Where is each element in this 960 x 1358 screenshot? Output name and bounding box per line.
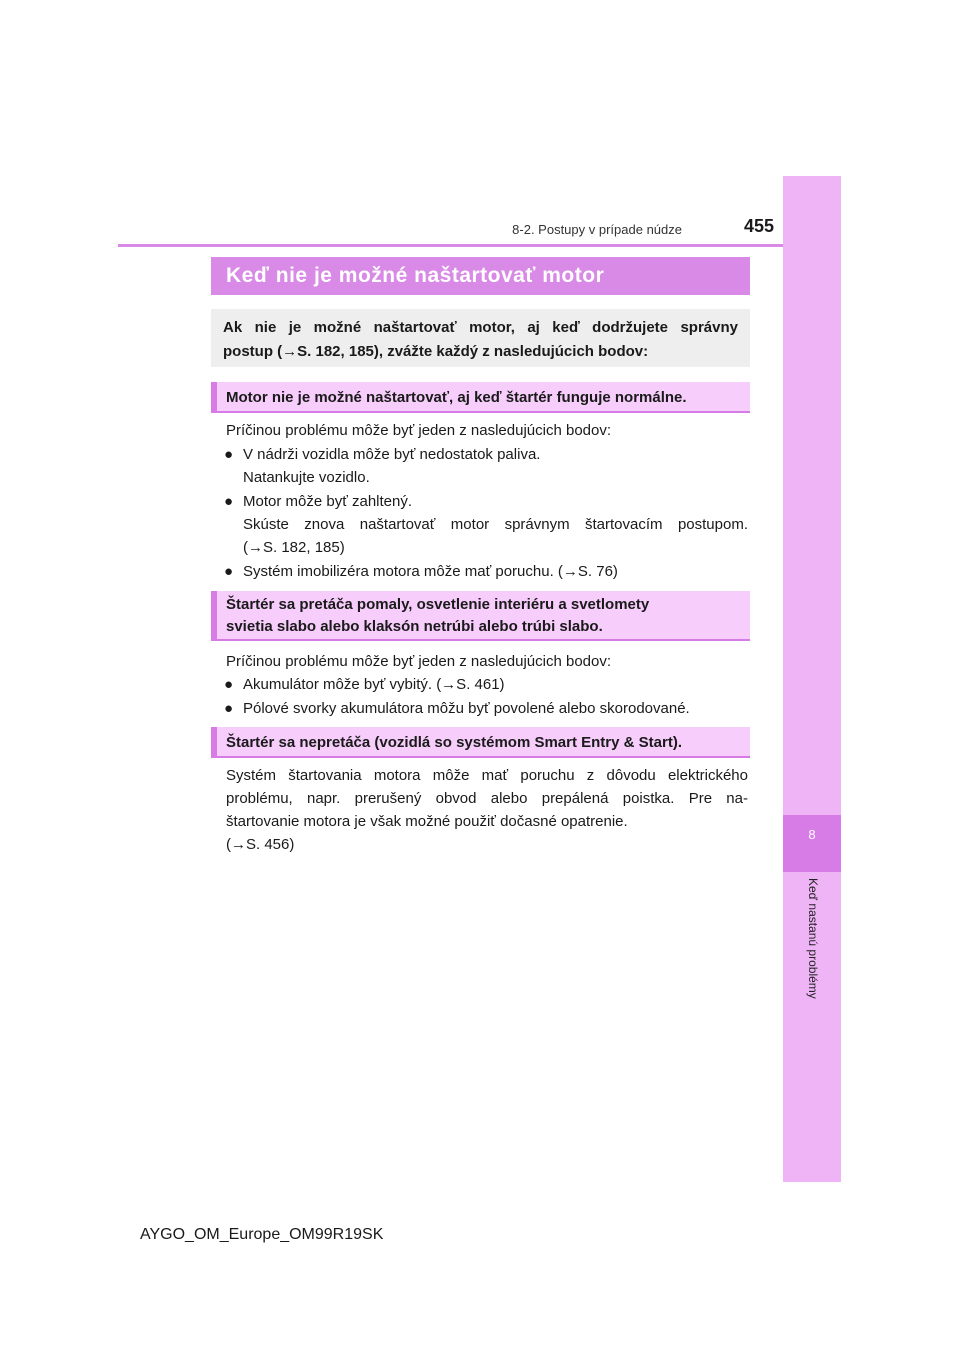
intro-box [211, 309, 750, 367]
section1-bullet-1 [224, 443, 748, 466]
section3-line-3: štartovanie motora je však možné použiť dočasné opatrenie. [226, 813, 628, 830]
section3-heading: Štartér sa nepretáča (vozidlá so systémom Smart Entry & Start). [211, 727, 750, 758]
section2-heading-line-1: Štartér sa pretáča pomaly, osvetlenie interiéru a svetlomety [226, 596, 650, 613]
section2-lead: Príčinou problému môže byť jeden z nasledujúcich bodov: [226, 653, 612, 670]
bullet-text: Systém imobilizéra motora môže mať poruchu. (→S. 76) [243, 563, 618, 580]
section3-line-1: Systém štartovania motora môže mať poruchu z dôvodu elektrického [226, 767, 748, 784]
section1-heading: Motor nie je možné naštartovať, aj keď štartér funguje normálne. [211, 382, 750, 413]
page-title: Keď nie je možné naštartovať motor [211, 257, 750, 295]
bullet-icon: ● [224, 563, 234, 580]
chapter-label: Keď nastanú problémy [806, 878, 820, 999]
section1-bullet-2-sub-line-2: (→S. 182, 185) [243, 539, 345, 556]
bullet-text: Pólové svorky akumulátora môžu byť povolené alebo skorodované. [243, 700, 690, 717]
header-divider [118, 244, 783, 247]
section2-heading-line-2: svietia slabo alebo klaksón netrúbi alebo trúbi slabo. [226, 618, 603, 635]
section2-bullet-2 [224, 697, 748, 720]
bullet-icon: ● [224, 676, 234, 693]
header-section-title: 8-2. Postupy v prípade núdze [512, 222, 682, 237]
chapter-number: 8 [808, 827, 816, 842]
section2-bullet-1 [224, 673, 748, 696]
bullet-icon: ● [224, 700, 234, 717]
intro-line-2: postup (→S. 182, 185), zvážte každý z nasledujúcich bodov: [223, 343, 649, 360]
section1-bullet-1-sub: Natankujte vozidlo. [243, 469, 370, 486]
section1-bullet-2 [224, 490, 748, 513]
section2-heading [211, 591, 750, 641]
document-footer-code: AYGO_OM_Europe_OM99R19SK [140, 1226, 384, 1243]
bullet-text: Akumulátor môže byť vybitý. (→S. 461) [243, 676, 505, 693]
chapter-side-tab [783, 176, 841, 1182]
chapter-number-block [783, 815, 841, 872]
section1-bullet-2-sub-line-1: Skúste znova naštartovať motor správnym štartovacím postupom. [243, 516, 748, 533]
section3-line-2: problému, napr. prerušený obvod alebo prepálená poistka. Pre na- [226, 790, 748, 807]
section1-bullet-3 [224, 560, 748, 583]
page-number: 455 [743, 216, 774, 236]
intro-line-1: Ak nie je možné naštartovať motor, aj keď dodržujete správny [223, 319, 738, 336]
section3-line-4: (→S. 456) [226, 836, 295, 853]
bullet-icon: ● [224, 446, 234, 463]
bullet-icon: ● [224, 493, 234, 510]
bullet-text: V nádrži vozidla môže byť nedostatok paliva. [243, 446, 541, 463]
bullet-text: Motor môže byť zahltený. [243, 493, 413, 510]
section1-lead: Príčinou problému môže byť jeden z nasledujúcich bodov: [226, 422, 612, 439]
